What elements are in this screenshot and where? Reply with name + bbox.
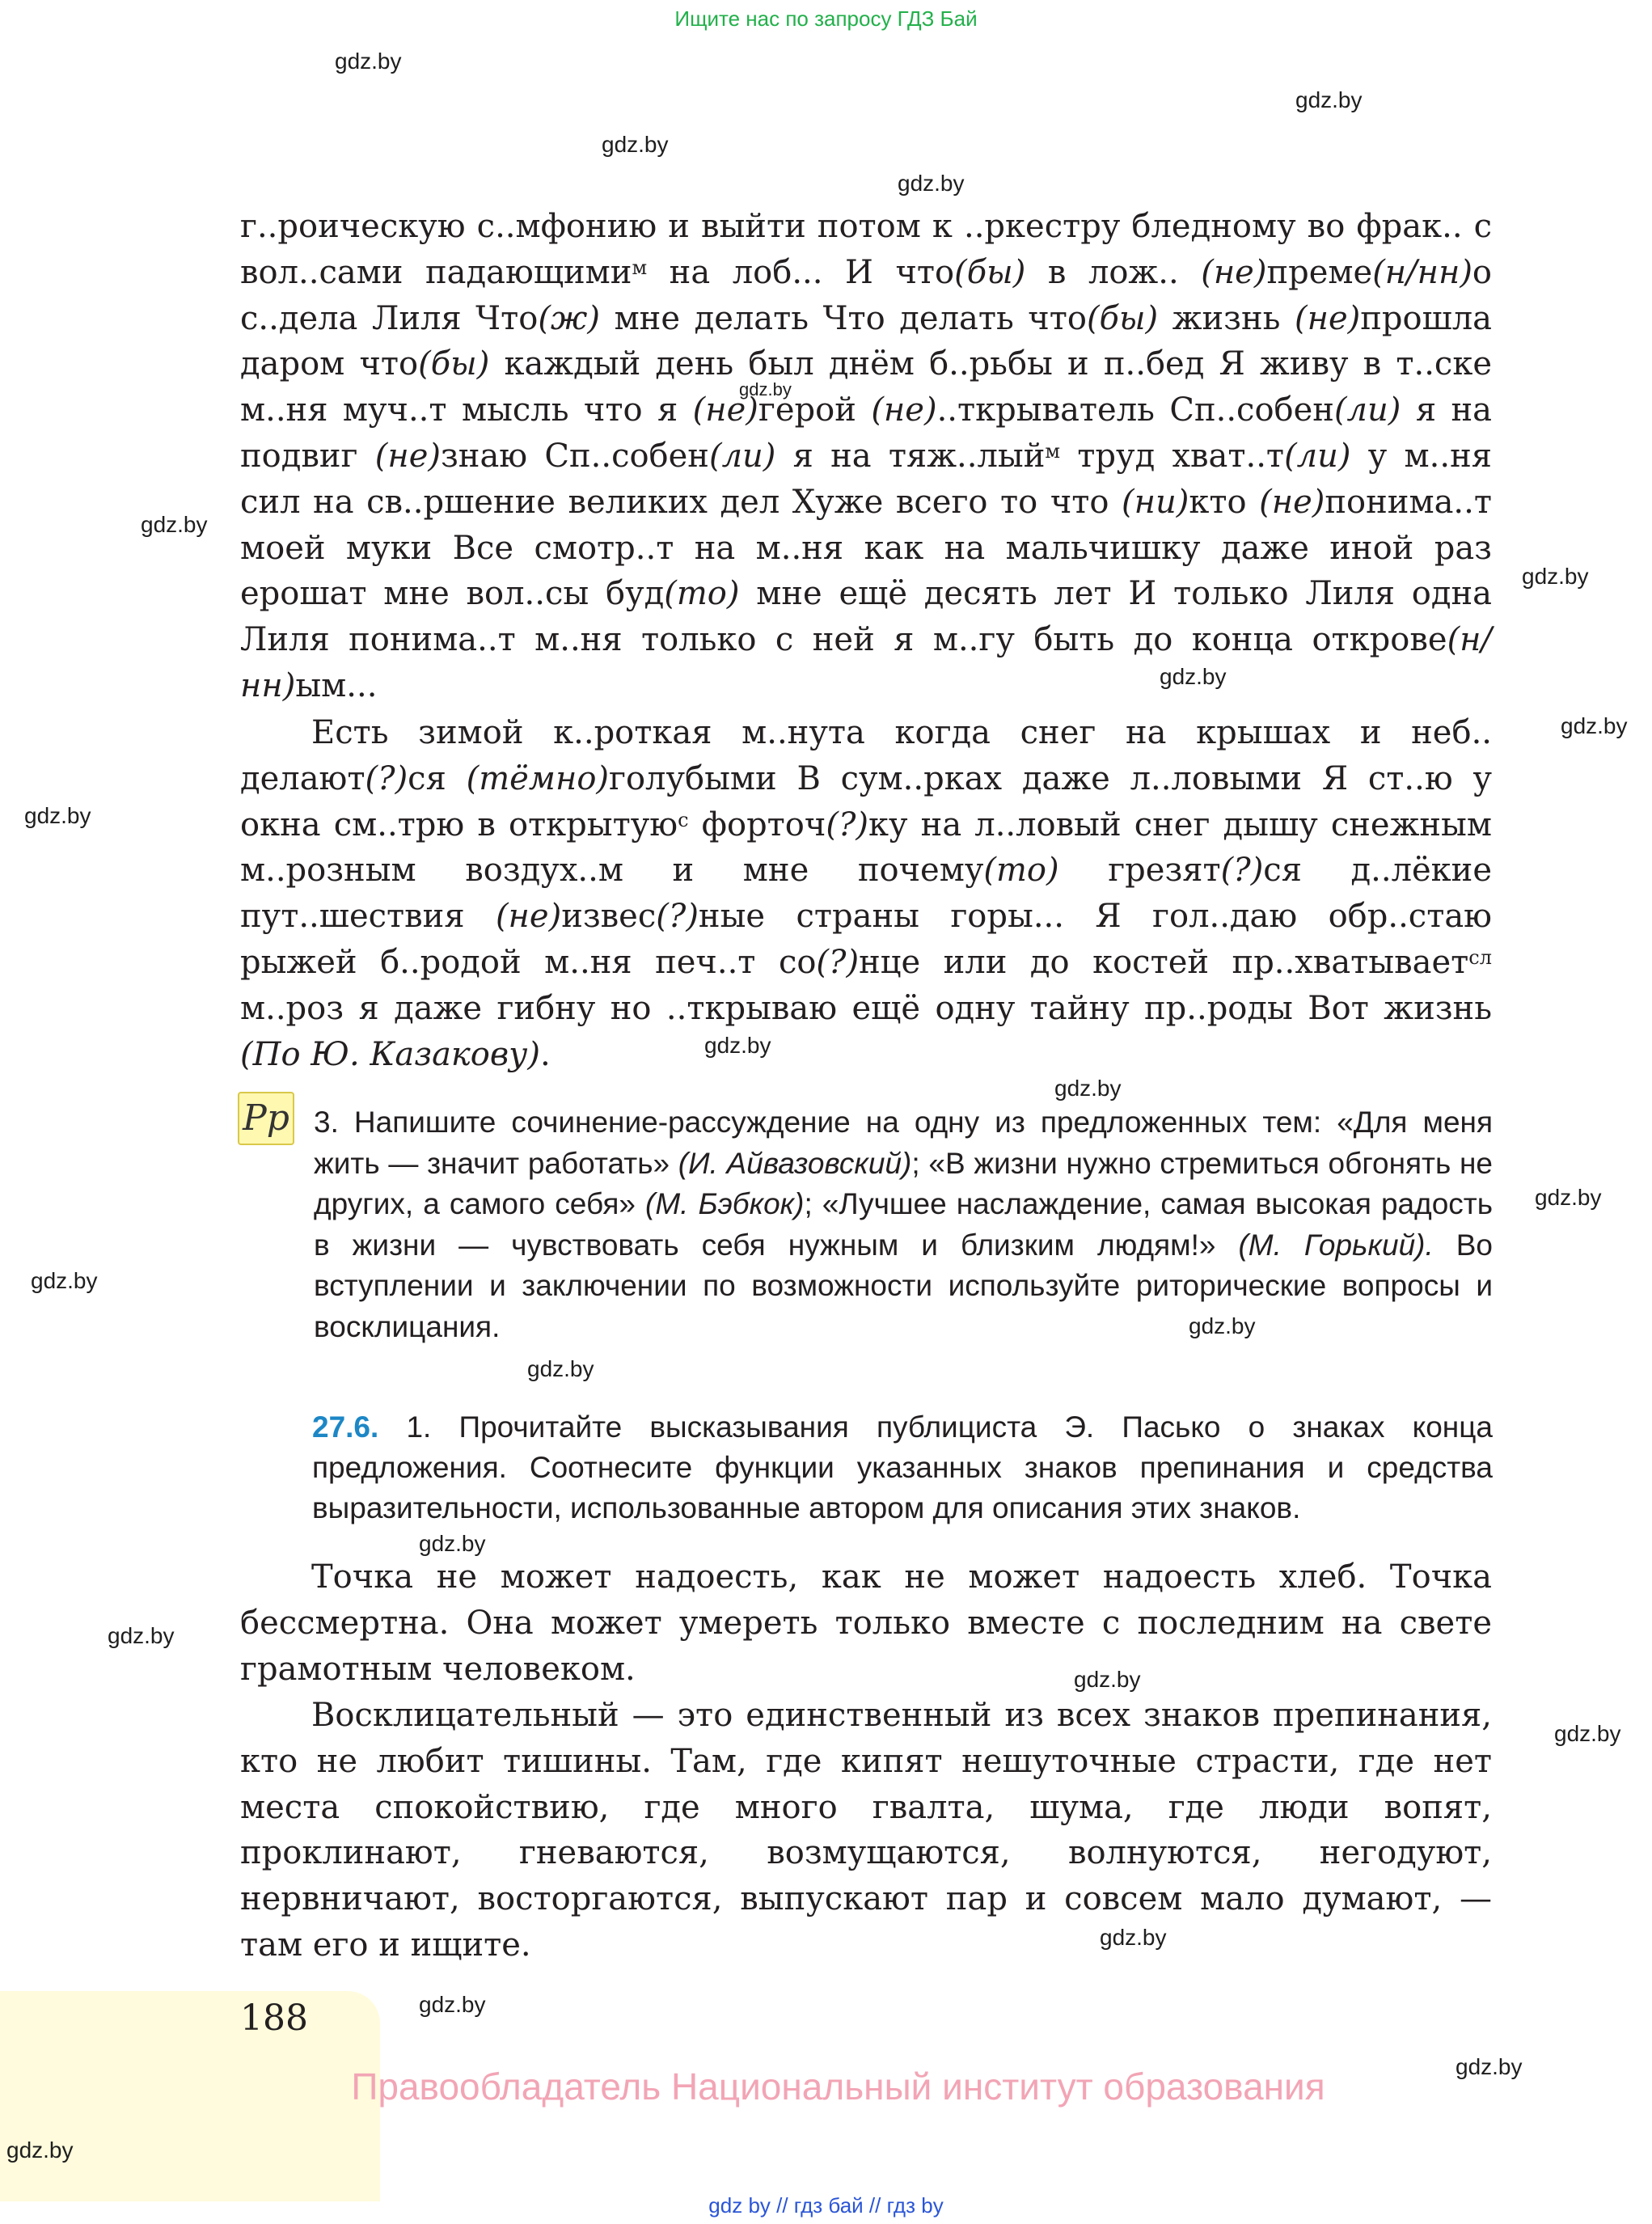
- exercise-text: 1. Прочитайте высказывания публициста Э. Пасько о знаках конца предложения. Соотнесите функции указанных знаков препинания и средства выразительности, использованные автором для описания этих знаков.: [312, 1410, 1493, 1524]
- italic-fragment: (?): [365, 759, 408, 797]
- italic-fragment: (ни): [1122, 483, 1189, 521]
- watermark: gdz.by: [419, 1992, 486, 2017]
- superscript-mark: с: [678, 808, 689, 831]
- text-fragment: я на тяж..лый: [775, 437, 1046, 475]
- italic-fragment: (?): [656, 898, 699, 936]
- italic-fragment: (ли): [1284, 437, 1351, 475]
- text-fragment: каждый день был днём б..рьбы и п..бед Я живу в т..ске м..ня муч..т мысль что я: [240, 345, 1492, 429]
- italic-fragment: (М. Бэбкок): [645, 1187, 805, 1220]
- superscript-mark: м: [1045, 439, 1061, 463]
- text-fragment: на лоб... И что: [647, 253, 955, 291]
- italic-fragment: (ли): [1333, 391, 1401, 429]
- text-fragment: знаю Сп..собен: [440, 437, 709, 475]
- watermark: gdz.by: [704, 1033, 771, 1058]
- bottom-banner[interactable]: gdz by // гдз бай // гдз by: [708, 2193, 944, 2218]
- exercise-27-6: [312, 1407, 1493, 1528]
- italic-fragment: (не): [374, 437, 441, 475]
- text-fragment: г..роическую с..мфонию и выйти потом к ..ркестру бледному во фрак.. с вол..сами падающими: [240, 208, 1492, 291]
- italic-fragment: (н/нн): [1372, 253, 1472, 291]
- text-fragment: ым...: [295, 666, 378, 704]
- text-fragment: м..роз я даже гибну но ..ткрываю ещё одну тайну пр..роды Вот жизнь: [240, 989, 1492, 1027]
- italic-fragment: (?): [1220, 852, 1264, 890]
- task-3: [314, 1102, 1493, 1347]
- superscript-mark: сл: [1468, 945, 1492, 969]
- text-fragment: мне делать Что делать что: [600, 299, 1087, 337]
- text-fragment: форточ: [688, 805, 826, 844]
- watermark: gdz.by: [527, 1356, 594, 1381]
- text-fragment: в лож..: [1025, 253, 1202, 291]
- watermark: gdz.by: [1456, 2054, 1523, 2079]
- italic-fragment: (не): [871, 391, 937, 429]
- watermark: gdz.by: [1074, 1667, 1141, 1692]
- italic-fragment: (не): [495, 898, 562, 936]
- text-fragment: грезят: [1058, 852, 1221, 890]
- text-fragment: ; «В жизни нужно стремиться обгонять не других, а самого себя»: [314, 1146, 1493, 1220]
- text-fragment: у м..ня сил на св..ршение великих дел Хуже всего то что: [240, 437, 1492, 521]
- watermark: gdz.by: [1054, 1076, 1122, 1101]
- italic-fragment: (?): [826, 805, 868, 844]
- text-fragment: Во вступлении и заключении по возможности используйте риторические вопросы и восклицания.: [314, 1228, 1494, 1343]
- watermark: gdz.by: [141, 512, 208, 537]
- speech-development-icon: Рр: [238, 1092, 294, 1145]
- text-fragment: мне ещё десять лет И только Лиля одна Лиля понима..т м..ня только с ней я м..гу быть до конца открове: [240, 575, 1492, 659]
- quote-period: Точка не может надоесть, как не может надоесть хлеб. Точка бессмертна. Она может умереть только вместе с последним на свете грамотным человеком.: [240, 1558, 1492, 1688]
- watermark: gdz.by: [1522, 564, 1589, 589]
- italic-fragment: (?): [816, 943, 860, 981]
- italic-fragment: (не): [1259, 483, 1325, 521]
- page-number: 188: [240, 1998, 308, 2039]
- text-fragment: преме: [1266, 253, 1373, 291]
- watermark: gdz.by: [1554, 1721, 1621, 1746]
- text-fragment: ; «Лучшее наслаждение, самая высокая радость в жизни — чувствовать себя нужным и близким людям!»: [314, 1187, 1494, 1262]
- text-fragment: нце или до костей пр..хватывает: [859, 943, 1469, 981]
- paragraph-1: [240, 204, 1492, 709]
- text-fragment: труд хват..т: [1060, 437, 1285, 475]
- text-fragment: Есть зимой к..роткая м..нута когда снег на крышах и неб.. делают: [240, 714, 1492, 797]
- italic-fragment: (М. Горький).: [1238, 1228, 1434, 1262]
- watermark: gdz.by: [1295, 87, 1363, 112]
- watermark: gdz.by: [31, 1268, 98, 1293]
- italic-fragment: (то): [664, 575, 740, 613]
- paragraph-2: [240, 710, 1492, 1077]
- exercise-number: 27.6.: [312, 1410, 379, 1444]
- watermark: gdz.by: [602, 132, 669, 157]
- italic-fragment: (бы): [954, 253, 1026, 291]
- text-fragment: ..ткрыватель Сп..собен: [936, 391, 1334, 429]
- top-banner[interactable]: Ищите нас по запросу ГДЗ Бай: [674, 6, 978, 31]
- text-fragment: понима..т моей муки Все смотр..т на м..ня как на мальчишку даже иной раз ерошат мне вол..сы буд: [240, 483, 1492, 613]
- italic-fragment: (ж): [538, 299, 601, 337]
- italic-fragment: (то): [983, 852, 1059, 890]
- watermark: gdz.by: [898, 171, 965, 196]
- italic-fragment: (тёмно): [466, 759, 609, 797]
- watermark: gdz.by: [335, 49, 402, 74]
- watermark: gdz.by: [108, 1623, 175, 1648]
- italic-fragment: (не): [1294, 299, 1361, 337]
- watermark: gdz.by: [24, 803, 91, 828]
- watermark: gdz.by: [739, 379, 792, 400]
- text-fragment: прошла даром что: [240, 299, 1493, 383]
- text-fragment: кто: [1189, 483, 1260, 521]
- text-fragment: извес: [561, 898, 657, 936]
- quote-exclamation: Восклицательный — это единственный из всех знаков препинания, кто не любит тишины. Там, где кипят нешуточные страсти, где нет места спокойствию, где много гвалта, шума, где люди вопят, проклинают, гневаются, возмущаются, волнуются, негодуют, нервничают, восторгаются, выпускают пар и совсем мало думают, — там его и ищите.: [240, 1697, 1492, 1964]
- text-fragment: 3. Напишите сочинение-рассуждение на одну из предложенных тем: «Для меня жить — значит работать»: [314, 1106, 1493, 1180]
- text-fragment: ку на л..ловый снег дышу снежным м..розным воздух..м и мне почему: [240, 805, 1492, 890]
- italic-fragment: (н/нн): [240, 621, 1492, 704]
- superscript-mark: м: [632, 256, 648, 279]
- italic-fragment: (ли): [708, 437, 776, 475]
- italic-fragment: (не): [692, 391, 758, 429]
- text-fragment: герой: [758, 391, 872, 429]
- italic-fragment: (не): [1201, 253, 1267, 291]
- text-fragment: .: [539, 1035, 551, 1073]
- text-fragment: голубыми В сум..рках даже л..ловыми Я ст..ю у окна см..трю в открытую: [240, 759, 1492, 844]
- watermark: gdz.by: [1100, 1925, 1167, 1950]
- italic-fragment: (И. Айвазовский): [678, 1146, 912, 1180]
- watermark: gdz.by: [1160, 664, 1227, 689]
- watermark: gdz.by: [1535, 1185, 1602, 1210]
- text-fragment: о с..дела Лиля Что: [240, 253, 1493, 337]
- italic-fragment: (По Ю. Казакову): [240, 1035, 540, 1073]
- watermark: gdz.by: [419, 1531, 486, 1556]
- watermark: gdz.by: [6, 2137, 74, 2163]
- text-fragment: я на подвиг: [240, 391, 1493, 475]
- copyright-notice: Правообладатель Национальный институт образования: [351, 2065, 1325, 2108]
- italic-fragment: (бы): [418, 345, 490, 383]
- text-fragment: ные страны горы... Я гол..даю обр..стаю рыжей б..родой м..ня печ..т со: [240, 898, 1493, 981]
- text-fragment: жизнь: [1158, 299, 1295, 337]
- text-fragment: ся: [408, 759, 467, 797]
- watermark: gdz.by: [1189, 1313, 1256, 1338]
- watermark: gdz.by: [1561, 713, 1628, 738]
- italic-fragment: (бы): [1086, 299, 1159, 337]
- text-fragment: ся д..лёкие пут..шествия: [240, 852, 1493, 936]
